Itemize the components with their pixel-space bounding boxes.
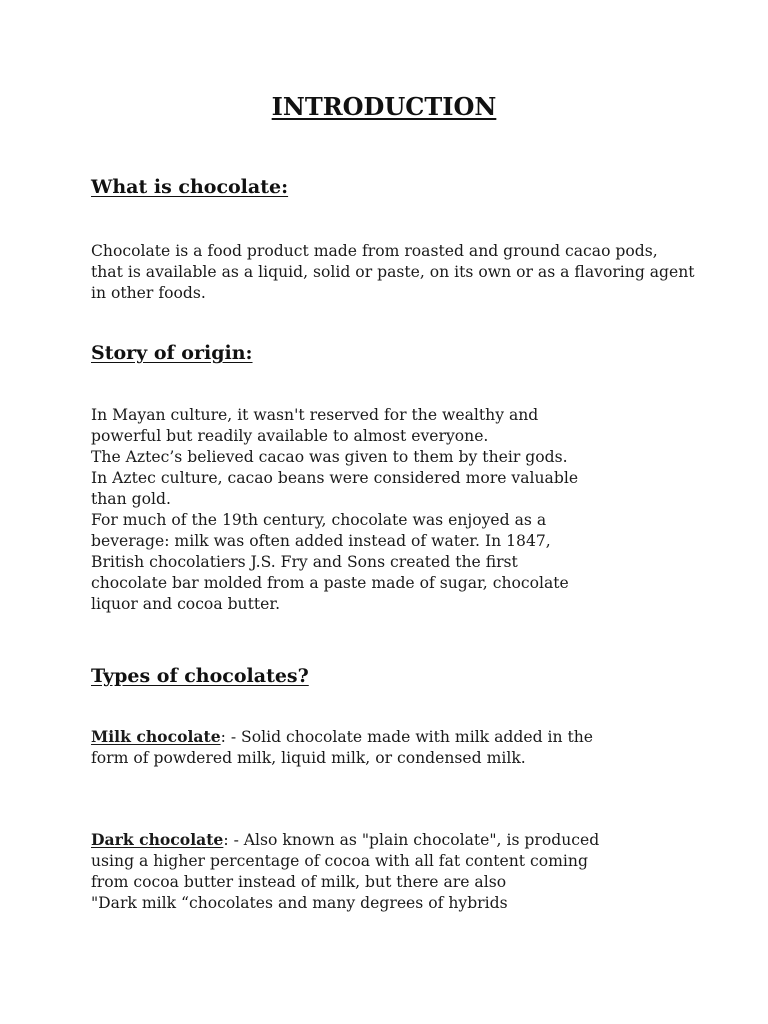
type-first-line	[91, 726, 691, 748]
body-line: form of powdered milk, liquid milk, or condensed milk.	[91, 749, 526, 767]
body-line: The Aztec’s believed cacao was given to them by their gods.	[91, 448, 568, 466]
body-line: than gold.	[91, 490, 171, 508]
body-line: For much of the 19th century, chocolate was enjoyed as a	[91, 511, 547, 529]
body-line: beverage: milk was often added instead of water. In 1847,	[91, 532, 551, 550]
body-line: liquor and cocoa butter.	[91, 595, 281, 613]
body-line: powerful but readily available to almost everyone.	[91, 427, 489, 445]
body-line: Chocolate is a food product made from roasted and ground cacao pods,	[91, 242, 658, 260]
type-first-line	[91, 829, 691, 851]
type-term: Milk chocolate	[91, 727, 221, 746]
section-heading-story-of-origin: Story of origin:	[91, 342, 253, 364]
type-milk-chocolate	[91, 726, 691, 769]
body-line: "Dark milk “chocolates and many degrees of hybrids	[91, 894, 508, 912]
section-heading-what-is-chocolate: What is chocolate:	[91, 176, 289, 198]
type-dark-chocolate	[91, 829, 691, 914]
type-definition-start: : - Solid chocolate made with milk added in the	[220, 728, 594, 746]
section-body-what-is-chocolate	[91, 241, 695, 304]
section-body-story-of-origin	[91, 405, 691, 615]
type-definition-start: : - Also known as "plain chocolate", is produced	[223, 831, 600, 849]
body-line: British chocolatiers J.S. Fry and Sons created the first	[91, 553, 518, 571]
type-term: Dark chocolate	[91, 830, 224, 849]
page-title: INTRODUCTION	[271, 92, 497, 121]
body-line: in other foods.	[91, 284, 206, 302]
body-line: using a higher percentage of cocoa with all fat content coming	[91, 852, 588, 870]
section-heading-types-of-chocolates: Types of chocolates?	[91, 665, 309, 687]
body-line: In Mayan culture, it wasn't reserved for the wealthy and	[91, 406, 539, 424]
body-line: that is available as a liquid, solid or paste, on its own or as a flavoring agent	[91, 263, 695, 281]
body-line: from cocoa butter instead of milk, but there are also	[91, 873, 507, 891]
body-line: chocolate bar molded from a paste made of sugar, chocolate	[91, 574, 569, 592]
body-line: In Aztec culture, cacao beans were considered more valuable	[91, 469, 579, 487]
